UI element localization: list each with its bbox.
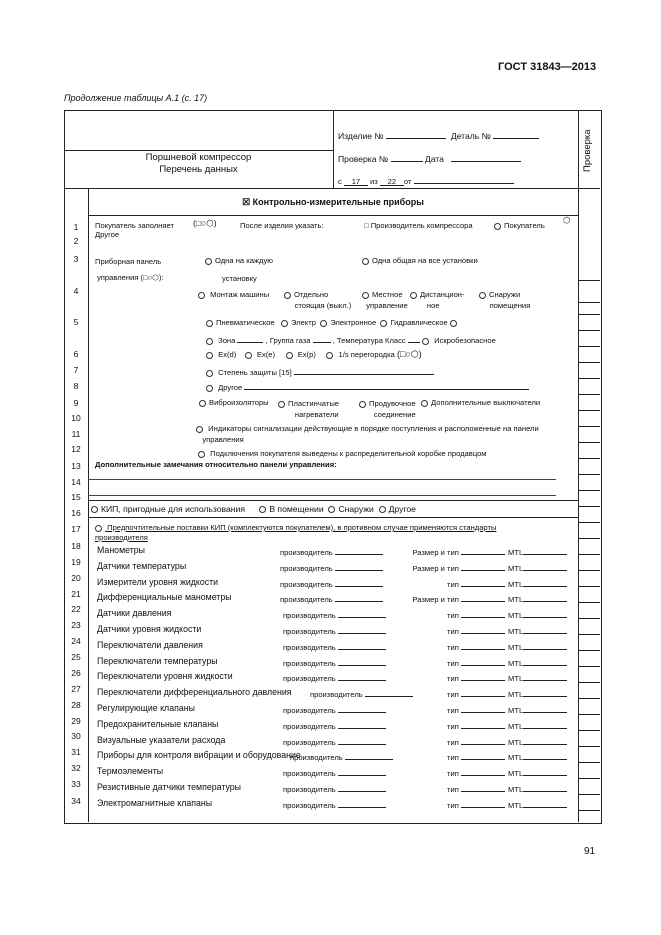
mtl-field[interactable]: MTL [508, 736, 567, 747]
section-title: ☒ Контрольно-измерительные приборы [242, 197, 424, 207]
row-number: 1 [73, 222, 79, 232]
check-cell[interactable] [578, 538, 600, 539]
type-field[interactable]: тип [447, 799, 505, 810]
manufacturer-field[interactable]: производитель [283, 657, 386, 668]
instrument-name: Переключатели давления [97, 639, 203, 650]
check-cell[interactable] [578, 762, 600, 763]
row-number: 15 [71, 492, 81, 502]
preferred-supply-option[interactable]: Предпочтительные поставки КИП (комплектуются покупателем), в противном случае применяются стандарты производителя [95, 523, 497, 542]
check-cell[interactable] [578, 330, 600, 331]
check-cell[interactable] [578, 554, 600, 555]
row-number: 28 [71, 700, 81, 710]
mtl-field[interactable]: MTL [508, 578, 567, 589]
option-extra-switches[interactable]: Дополнительные выключатели [421, 398, 540, 407]
type-field[interactable]: тип [447, 657, 505, 668]
check-cell[interactable] [578, 280, 600, 281]
row-number: 19 [71, 557, 81, 567]
row-number: 3 [73, 254, 79, 264]
manufacturer-field[interactable]: производитель [290, 751, 393, 762]
check-cell[interactable] [578, 314, 600, 315]
option-local[interactable]: Местное управление [362, 289, 408, 311]
instrument-name: Переключатели уровня жидкости [97, 671, 233, 682]
manufacturer-field[interactable]: производитель [280, 562, 383, 573]
manufacturer-field[interactable]: производитель [283, 783, 386, 794]
row-number: 22 [71, 604, 81, 614]
check-cell[interactable] [578, 794, 600, 795]
manufacturer-field[interactable]: производитель [283, 767, 386, 778]
mtl-field[interactable]: MTL [508, 641, 567, 652]
standard-number: ГОСТ 31843—2013 [498, 61, 597, 73]
row-number: 31 [71, 747, 81, 757]
check-cell[interactable] [578, 730, 600, 731]
instrument-name: Дифференциальные манометры [97, 592, 232, 603]
panel-label: Приборная панель [95, 257, 162, 266]
ex-options[interactable]: Ex(d) Ex(e) Ex(p) 1/s перегородка (□○⬡) [206, 349, 422, 360]
type-field[interactable]: тип [447, 609, 505, 620]
page-current: 17 [344, 177, 368, 186]
type-field[interactable]: тип [447, 751, 505, 762]
check-number-field[interactable] [338, 153, 521, 164]
row-number: 24 [71, 636, 81, 646]
check-cell[interactable] [578, 570, 600, 571]
manufacturer-field[interactable]: производитель [280, 593, 383, 604]
row-number: 7 [73, 365, 79, 375]
zone-field[interactable]: Зона , Группа газа , Температура Класс Искробезопасное [206, 334, 496, 345]
manufacturer-field[interactable]: производитель [283, 609, 386, 620]
title-block-name [64, 152, 333, 176]
type-field[interactable]: тип [447, 783, 505, 794]
row-number: 4 [73, 286, 79, 296]
type-field[interactable]: тип [447, 672, 505, 683]
option-vibration-isolators[interactable]: Виброизоляторы [199, 398, 269, 407]
row-number: 25 [71, 652, 81, 662]
instrument-name: Предохранительные клапаны [97, 718, 219, 729]
panel-label-2: управления (□○⬡): [97, 273, 164, 282]
type-field[interactable]: тип [447, 704, 505, 715]
item-number-field[interactable] [338, 130, 539, 141]
instrument-name: Переключатели температуры [97, 655, 218, 666]
check-cell[interactable] [578, 394, 600, 395]
instrument-name: Датчики температуры [97, 560, 187, 571]
row-number: 5 [73, 317, 79, 327]
check-cell[interactable] [578, 618, 600, 619]
mtl-field[interactable]: MTL [508, 593, 567, 604]
row-number: 12 [71, 444, 81, 454]
row-number: 26 [71, 668, 81, 678]
check-cell[interactable] [578, 634, 600, 635]
row-number: 29 [71, 716, 81, 726]
option-standalone[interactable]: Отдельно стоящая (выкл.) [284, 289, 351, 311]
row-number: 32 [71, 763, 81, 773]
row-number: 21 [71, 589, 81, 599]
check-cell[interactable] [578, 698, 600, 699]
mtl-field[interactable]: MTL [508, 657, 567, 668]
option-outside[interactable]: Снаружи помещения [479, 289, 530, 311]
check-cell[interactable] [578, 650, 600, 651]
type-field[interactable]: тип [447, 625, 505, 636]
type-field[interactable]: тип [447, 736, 505, 747]
option-one-each[interactable]: Одна на каждую [205, 256, 273, 265]
check-cell[interactable] [578, 346, 600, 347]
remarks-line-1[interactable] [88, 479, 556, 480]
type-field[interactable]: тип [447, 720, 505, 731]
option-purge-connection[interactable]: Продувочное соединение [359, 398, 416, 420]
instrument-name: Датчики давления [97, 608, 172, 619]
type-field[interactable]: тип [447, 578, 505, 589]
hexagon-icon: ⬡ [563, 215, 571, 225]
type-field[interactable]: тип [447, 767, 505, 778]
row-number: 17 [71, 524, 81, 534]
row-number: 9 [73, 398, 79, 408]
row-number: 27 [71, 684, 81, 694]
part-label: Деталь № [450, 131, 491, 141]
mtl-field[interactable]: MTL [508, 704, 567, 715]
row-number: 30 [71, 731, 81, 741]
check-cell[interactable] [578, 522, 600, 523]
row-number: 10 [71, 413, 81, 423]
row-number: 33 [71, 779, 81, 789]
type-field[interactable]: тип [447, 641, 505, 652]
row-number: 13 [71, 461, 81, 471]
manufacturer-field[interactable]: производитель [283, 672, 386, 683]
mtl-field[interactable]: MTL [508, 783, 567, 794]
other-field[interactable]: Другое [206, 381, 529, 392]
table-caption: Продолжение таблицы А.1 (с. 17) [64, 93, 208, 103]
mtl-field[interactable]: MTL [508, 751, 567, 762]
mtl-field[interactable]: MTL [508, 688, 567, 699]
check-cell[interactable] [578, 506, 600, 507]
check-cell[interactable] [578, 682, 600, 683]
row-number: 8 [73, 381, 79, 391]
row-number: 11 [71, 429, 81, 439]
check-cell[interactable] [578, 810, 600, 811]
check-cell[interactable] [578, 378, 600, 379]
page-ref: с 17 из 22 от [338, 175, 514, 186]
check-cell[interactable] [578, 746, 600, 747]
checked-box-icon: ☒ [242, 197, 251, 207]
check-cell[interactable] [578, 474, 600, 475]
mtl-field[interactable]: MTL [508, 672, 567, 683]
row-number: 14 [71, 477, 81, 487]
mtl-field[interactable]: MTL [508, 625, 567, 636]
option-manufacturer[interactable]: □ Производитель компрессора [364, 221, 473, 230]
row-number: 23 [71, 620, 81, 630]
instrument-name: Манометры [97, 545, 145, 555]
check-no-label: Проверка № [338, 154, 389, 164]
check-cell[interactable] [578, 490, 600, 491]
manufacturer-field[interactable]: производитель [310, 688, 413, 699]
row-number: 18 [71, 541, 81, 551]
mtl-field[interactable]: MTL [508, 609, 567, 620]
after-item-label: После изделия указать: [240, 221, 324, 230]
manufacturer-field[interactable]: производитель [283, 736, 386, 747]
row-number: 2 [73, 236, 79, 246]
instrument-name: Измерители уровня жидкости [97, 576, 219, 587]
check-cell[interactable] [578, 778, 600, 779]
check-cell[interactable] [578, 362, 600, 363]
instrument-name: Электромагнитные клапаны [97, 797, 213, 808]
check-column-header: Проверка [582, 129, 593, 172]
type-field[interactable]: Размер и тип [412, 562, 505, 573]
check-cell[interactable] [578, 442, 600, 443]
page-total: 22 [380, 177, 404, 186]
date-label: Дата [424, 154, 444, 164]
check-cell[interactable] [578, 410, 600, 411]
type-field[interactable]: Размер и тип [412, 593, 505, 604]
option-indicators[interactable]: Индикаторы сигнализации действующие в порядке поступления и расположенные на панели управления [196, 423, 539, 445]
item-label: Изделие № [338, 131, 384, 141]
symbol-legend: (□○⬡) [193, 218, 217, 228]
option-plate-heaters[interactable]: Пластинчатые нагреватели [278, 398, 339, 420]
row-number: 6 [73, 349, 79, 359]
manufacturer-field[interactable]: производитель [283, 704, 386, 715]
extra-remarks-label: Дополнительные замечания относительно панели управления: [95, 460, 337, 469]
option-remote[interactable]: Дистанцион- ное [410, 289, 465, 311]
manufacturer-field[interactable]: производитель [280, 546, 383, 557]
instrument-name: Термоэлементы [97, 766, 164, 777]
check-cell[interactable] [578, 666, 600, 667]
check-cell[interactable] [578, 586, 600, 587]
manufacturer-field[interactable]: производитель [280, 578, 383, 589]
row-number: 34 [71, 796, 81, 806]
instrument-name: Приборы для контроля вибрации и оборудование [97, 750, 301, 761]
option-junction-box[interactable]: Подключения покупателя выведены к распределительной коробке продавцом [198, 449, 487, 458]
instrument-name: Датчики уровня жидкости [97, 624, 202, 634]
row-number: 20 [71, 573, 81, 583]
mtl-field[interactable]: MTL [508, 562, 567, 573]
remarks-line-2[interactable] [88, 495, 556, 496]
title-line2: Перечень данных [159, 164, 238, 175]
manufacturer-field[interactable]: производитель [283, 799, 386, 810]
mtl-field[interactable]: MTL [508, 546, 567, 557]
mtl-field[interactable]: MTL [508, 720, 567, 731]
type-field[interactable]: Размер и тип [412, 546, 505, 557]
mtl-field[interactable]: MTL [508, 799, 567, 810]
instrument-name: Резистивные датчики температуры [97, 782, 241, 792]
option-buyer[interactable]: Покупатель [494, 221, 545, 230]
row16-options[interactable]: КИП, пригодные для использования В помещении Снаружи Другое [91, 504, 416, 514]
manufacturer-field[interactable]: производитель [283, 720, 386, 731]
instrument-name: Переключатели дифференциального давления [97, 687, 292, 698]
mtl-field[interactable]: MTL [508, 767, 567, 778]
other-label: Другое [95, 230, 120, 239]
manufacturer-field[interactable]: производитель [283, 641, 386, 652]
drive-options[interactable]: Пневматическое Электр Электронное Гидравлическое [206, 318, 460, 327]
option-one-each-2: установку [222, 274, 257, 283]
option-common[interactable]: Одна общая на все установки [362, 256, 478, 265]
instrument-name: Регулирующие клапаны [97, 703, 195, 713]
manufacturer-field[interactable]: производитель [283, 625, 386, 636]
option-machine-mount[interactable]: Монтаж машины [198, 290, 269, 299]
check-cell[interactable] [578, 302, 600, 303]
title-line1: Поршневой компрессор [145, 152, 252, 163]
check-cell[interactable] [578, 714, 600, 715]
instrument-name: Визуальные указатели расхода [97, 734, 226, 745]
check-cell[interactable] [578, 602, 600, 603]
type-field[interactable]: тип [447, 688, 505, 699]
check-cell[interactable] [578, 426, 600, 427]
check-cell[interactable] [578, 458, 600, 459]
protection-degree-field[interactable]: Степень защиты [15] [206, 366, 434, 377]
row-number: 16 [71, 508, 81, 518]
page-number: 91 [584, 846, 596, 857]
buyer-fills-label: Покупатель заполняет [95, 221, 174, 230]
